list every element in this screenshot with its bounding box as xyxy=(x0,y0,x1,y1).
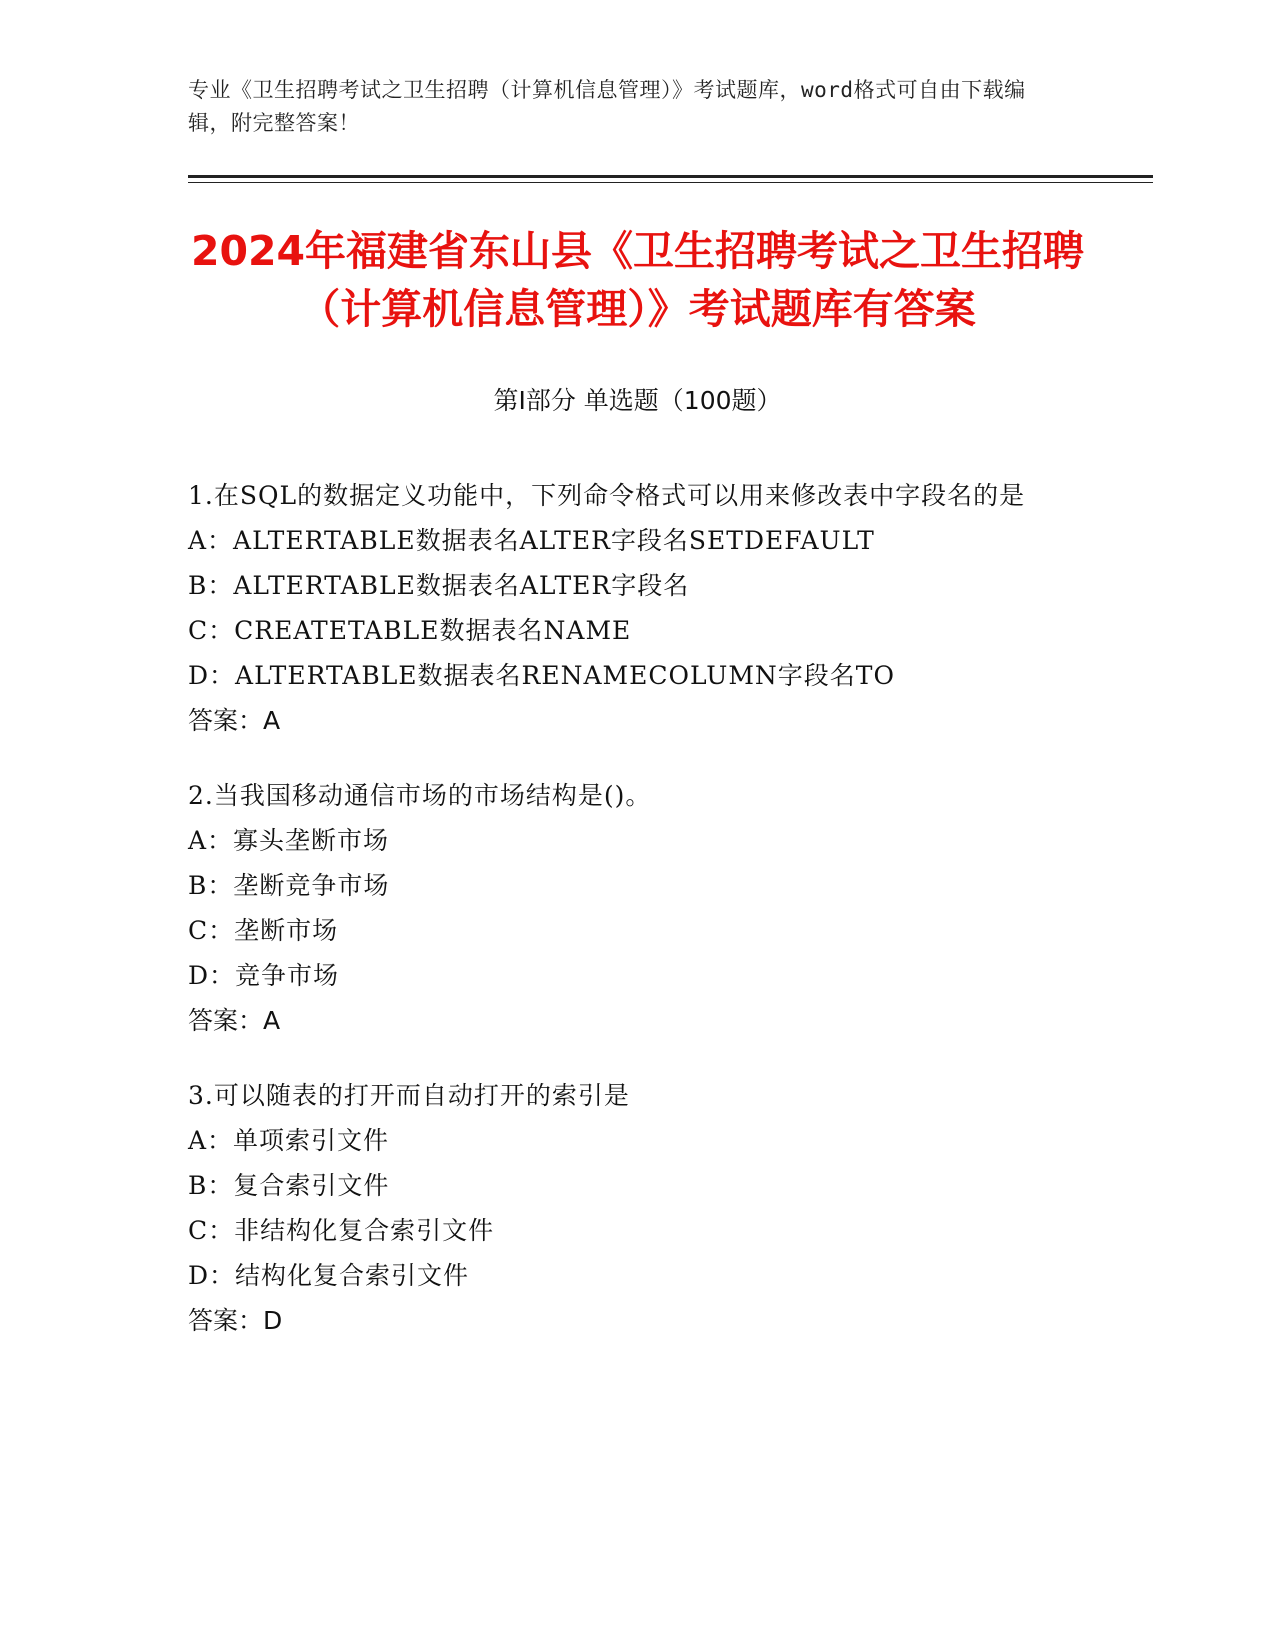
option-c: C：CREATETABLE数据表名NAME xyxy=(188,616,632,645)
question-stem: 1.在SQL的数据定义功能中，下列命令格式可以用来修改表中字段名的是 xyxy=(188,481,1026,510)
header-note: 专业《卫生招聘考试之卫生招聘（计算机信息管理）》考试题库，word格式可自由下载编辑，附完整答案！ xyxy=(188,78,1026,135)
document-title: 2024年福建省东山县《卫生招聘考试之卫生招聘（计算机信息管理）》考试题库有答案 xyxy=(190,227,1085,333)
option-c: C：非结构化复合索引文件 xyxy=(188,1216,495,1245)
question-stem: 2.当我国移动通信市场的市场结构是()。 xyxy=(188,781,652,810)
question-3 xyxy=(188,1073,1068,1343)
option-c: C：垄断市场 xyxy=(188,916,339,945)
option-a: A：单项索引文件 xyxy=(188,1126,390,1155)
option-a: A：ALTERTABLE数据表名ALTER字段名SETDEFAULT xyxy=(188,526,875,555)
answer: 答案：D xyxy=(188,1306,283,1335)
option-b: B：ALTERTABLE数据表名ALTER字段名 xyxy=(188,571,690,600)
answer: 答案：A xyxy=(188,1006,281,1035)
option-d: D：竞争市场 xyxy=(188,961,340,990)
question-1 xyxy=(188,473,1068,743)
section-title: 第Ⅰ部分 单选题（100题） xyxy=(493,386,782,415)
question-stem: 3.可以随表的打开而自动打开的索引是 xyxy=(188,1081,630,1110)
question-2 xyxy=(188,773,1068,1043)
option-d: D：ALTERTABLE数据表名RENAMECOLUMN字段名TO xyxy=(188,661,895,690)
header-divider-thin xyxy=(188,182,1153,183)
header-divider-thick xyxy=(188,175,1153,178)
option-a: A：寡头垄断市场 xyxy=(188,826,390,855)
answer: 答案：A xyxy=(188,706,281,735)
option-b: B：复合索引文件 xyxy=(188,1171,390,1200)
option-d: D：结构化复合索引文件 xyxy=(188,1261,470,1290)
question-list xyxy=(188,473,1068,1373)
option-b: B：垄断竞争市场 xyxy=(188,871,390,900)
